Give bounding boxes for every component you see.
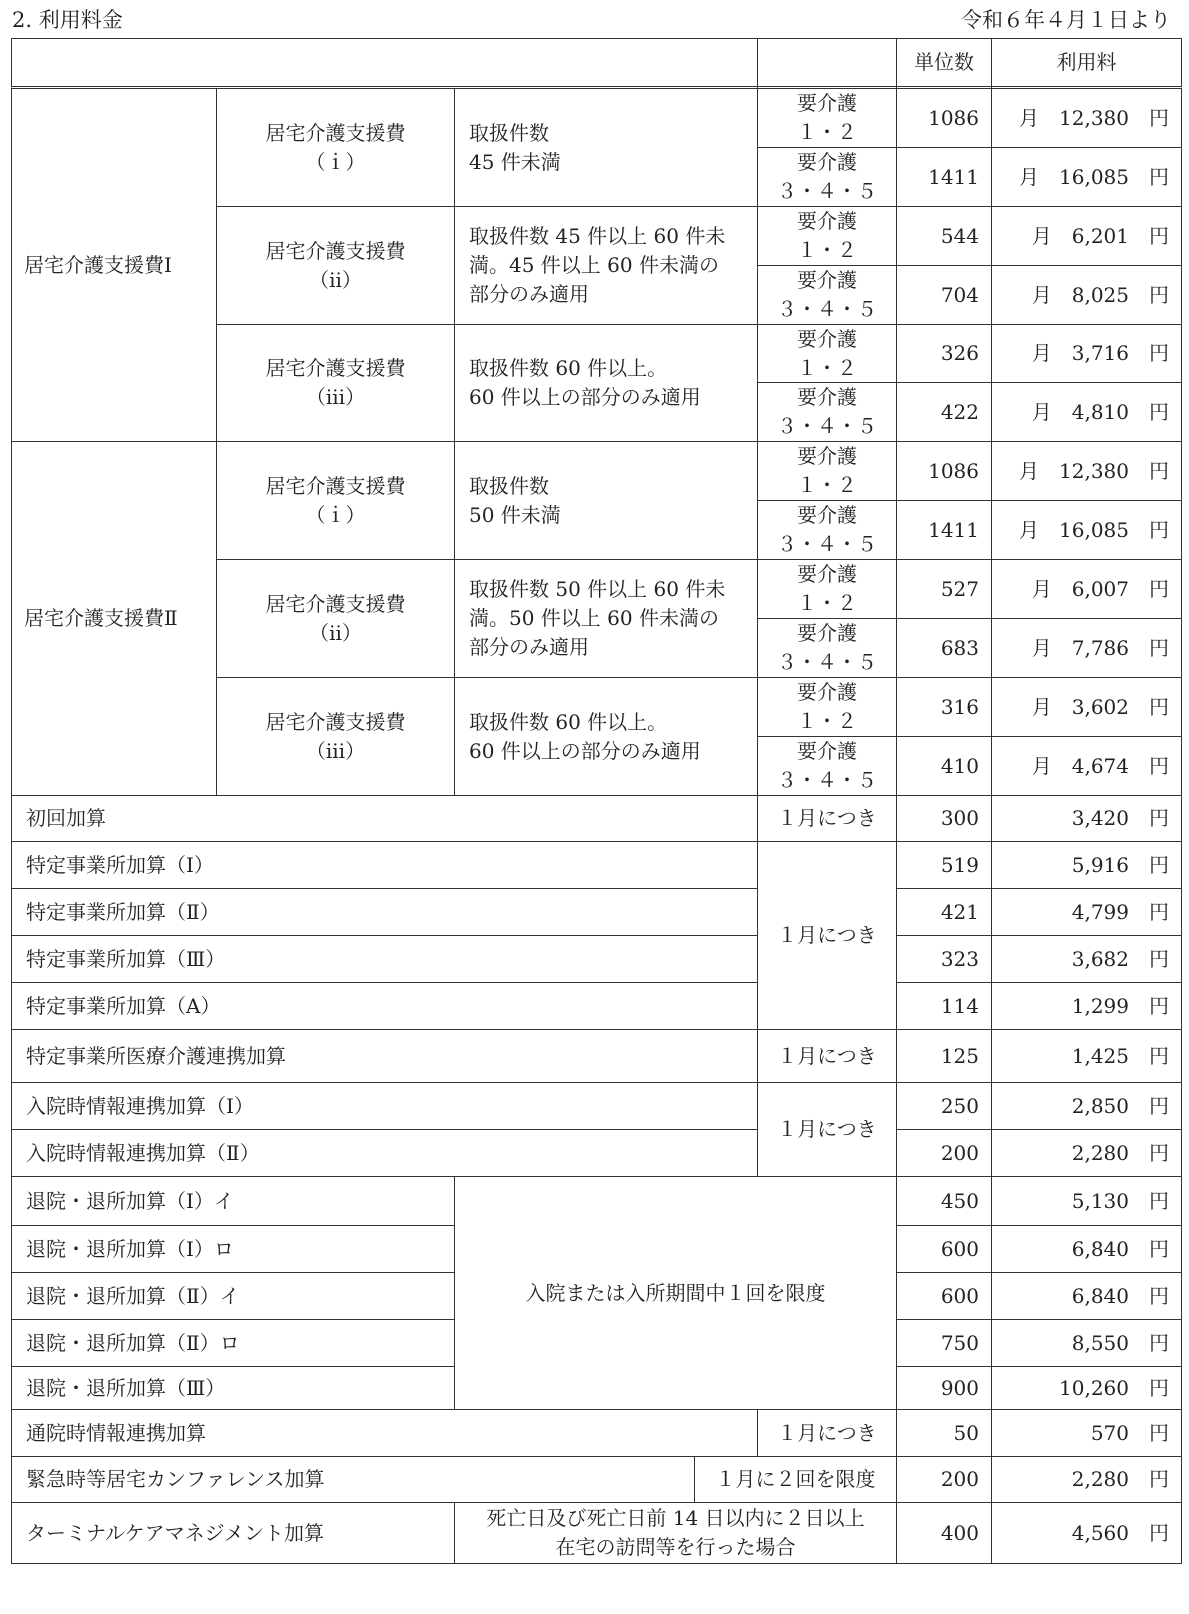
admission-addition-fee: 2,850 円 (991, 1082, 1182, 1130)
units-cell: 704 (896, 265, 992, 325)
condition-cell: 取扱件数 60 件以上。 60 件以上の部分のみ適用 (454, 677, 758, 796)
emergency-addition-name: 緊急時等居宅カンファレンス加算 (11, 1456, 695, 1503)
tokutei-addition-fee: 4,799 円 (991, 888, 1182, 936)
discharge-addition-name: 退院・退所加算（Ⅰ）ロ (11, 1225, 455, 1273)
units-cell: 683 (896, 618, 992, 678)
admission-addition-note: １月につき (757, 1082, 897, 1177)
terminal-addition-note: 死亡日及び死亡日前 14 日以内に２日以上 在宅の訪問等を行った場合 (454, 1502, 897, 1564)
subgroup-label-cell: 居宅介護支援費 （ｉ） (216, 88, 455, 207)
care-level-cell: 要介護 ３・４・５ (757, 382, 897, 442)
units-cell: 544 (896, 206, 992, 266)
condition-cell: 取扱件数 50 件以上 60 件未 満。50 件以上 60 件未満の 部分のみ適用 (454, 559, 758, 678)
subgroup-label-cell: 居宅介護支援費 （ｉ） (216, 441, 455, 560)
care-level-cell: 要介護 ３・４・５ (757, 265, 897, 325)
discharge-addition-fee: 5,130 円 (991, 1176, 1182, 1226)
emergency-addition-units: 200 (896, 1456, 992, 1503)
discharge-addition-name: 退院・退所加算（Ⅱ）イ (11, 1272, 455, 1320)
discharge-addition-units: 600 (896, 1225, 992, 1273)
header-fee: 利用料 (991, 38, 1182, 89)
fee-cell: 月 12,380 円 (991, 441, 1182, 501)
fee-cell: 月 4,810 円 (991, 382, 1182, 442)
discharge-addition-fee: 6,840 円 (991, 1225, 1182, 1273)
units-cell: 1411 (896, 500, 992, 560)
care-level-cell: 要介護 １・２ (757, 324, 897, 383)
tokutei-addition-name: 特定事業所加算（Ⅱ） (11, 888, 758, 936)
tokutei-addition-fee: 1,299 円 (991, 982, 1182, 1030)
discharge-addition-units: 750 (896, 1319, 992, 1367)
admission-addition-fee: 2,280 円 (991, 1129, 1182, 1177)
terminal-addition-name: ターミナルケアマネジメント加算 (11, 1502, 455, 1564)
discharge-addition-units: 450 (896, 1176, 992, 1226)
discharge-addition-name: 退院・退所加算（Ⅱ）ロ (11, 1319, 455, 1367)
subgroup-label-cell: 居宅介護支援費 （ⅲ） (216, 677, 455, 796)
outpatient-addition-note: １月につき (757, 1409, 897, 1457)
units-cell: 422 (896, 382, 992, 442)
tokutei-addition-name: 特定事業所加算（A） (11, 982, 758, 1030)
medical-addition-units: 125 (896, 1029, 992, 1083)
fee-cell: 月 16,085 円 (991, 500, 1182, 560)
care-level-cell: 要介護 １・２ (757, 441, 897, 501)
emergency-addition-note: １月に２回を限度 (694, 1456, 897, 1503)
initial-addition-units: 300 (896, 795, 992, 842)
header-blank-cell (11, 38, 758, 89)
care-level-cell: 要介護 １・２ (757, 559, 897, 619)
units-cell: 1086 (896, 441, 992, 501)
care-level-cell: 要介護 １・２ (757, 88, 897, 148)
units-cell: 410 (896, 736, 992, 796)
discharge-addition-units: 600 (896, 1272, 992, 1320)
care-level-cell: 要介護 ３・４・５ (757, 500, 897, 560)
discharge-addition-name: 退院・退所加算（Ⅰ）イ (11, 1176, 455, 1226)
group-name-cell: 居宅介護支援費Ⅱ (11, 441, 217, 796)
fee-cell: 月 8,025 円 (991, 265, 1182, 325)
tokutei-addition-note: １月につき (757, 841, 897, 1030)
tokutei-addition-fee: 3,682 円 (991, 935, 1182, 983)
emergency-addition-fee: 2,280 円 (991, 1456, 1182, 1503)
care-level-cell: 要介護 １・２ (757, 206, 897, 266)
care-level-cell: 要介護 ３・４・５ (757, 736, 897, 796)
subgroup-label-cell: 居宅介護支援費 （ⅱ） (216, 559, 455, 678)
outpatient-addition-fee: 570 円 (991, 1409, 1182, 1457)
terminal-addition-units: 400 (896, 1502, 992, 1564)
fee-cell: 月 16,085 円 (991, 147, 1182, 207)
condition-cell: 取扱件数 45 件以上 60 件未 満。45 件以上 60 件未満の 部分のみ適用 (454, 206, 758, 325)
medical-addition-note: １月につき (757, 1029, 897, 1083)
fee-cell: 月 3,716 円 (991, 324, 1182, 383)
subgroup-label-cell: 居宅介護支援費 （ⅲ） (216, 324, 455, 442)
tokutei-addition-units: 421 (896, 888, 992, 936)
condition-cell: 取扱件数 45 件未満 (454, 88, 758, 207)
units-cell: 1086 (896, 88, 992, 148)
medical-addition-name: 特定事業所医療介護連携加算 (11, 1029, 758, 1083)
care-level-cell: 要介護 １・２ (757, 677, 897, 737)
initial-addition-name: 初回加算 (11, 795, 758, 842)
tokutei-addition-name: 特定事業所加算（Ⅲ） (11, 935, 758, 983)
admission-addition-units: 250 (896, 1082, 992, 1130)
tokutei-addition-name: 特定事業所加算（Ⅰ） (11, 841, 758, 889)
admission-addition-units: 200 (896, 1129, 992, 1177)
initial-addition-fee: 3,420 円 (991, 795, 1182, 842)
admission-addition-name: 入院時情報連携加算（Ⅱ） (11, 1129, 758, 1177)
effective-date: 令和６年４月１日より (961, 8, 1171, 32)
outpatient-addition-units: 50 (896, 1409, 992, 1457)
outpatient-addition-name: 通院時情報連携加算 (11, 1409, 758, 1457)
units-cell: 527 (896, 559, 992, 619)
tokutei-addition-units: 114 (896, 982, 992, 1030)
tokutei-addition-fee: 5,916 円 (991, 841, 1182, 889)
tokutei-addition-units: 519 (896, 841, 992, 889)
units-cell: 316 (896, 677, 992, 737)
fee-cell: 月 4,674 円 (991, 736, 1182, 796)
units-cell: 326 (896, 324, 992, 383)
header-level-cell (757, 38, 897, 89)
discharge-addition-units: 900 (896, 1366, 992, 1410)
admission-addition-name: 入院時情報連携加算（Ⅰ） (11, 1082, 758, 1130)
care-level-cell: 要介護 ３・４・５ (757, 147, 897, 207)
fee-cell: 月 3,602 円 (991, 677, 1182, 737)
fee-table (11, 38, 1181, 1606)
initial-addition-note: １月につき (757, 795, 897, 842)
care-level-cell: 要介護 ３・４・５ (757, 618, 897, 678)
discharge-addition-name: 退院・退所加算（Ⅲ） (11, 1366, 455, 1410)
group-name-cell: 居宅介護支援費Ⅰ (11, 88, 217, 442)
subgroup-label-cell: 居宅介護支援費 （ⅱ） (216, 206, 455, 325)
discharge-addition-fee: 10,260 円 (991, 1366, 1182, 1410)
condition-cell: 取扱件数 50 件未満 (454, 441, 758, 560)
fee-cell: 月 7,786 円 (991, 618, 1182, 678)
medical-addition-fee: 1,425 円 (991, 1029, 1182, 1083)
fee-cell: 月 12,380 円 (991, 88, 1182, 148)
units-cell: 1411 (896, 147, 992, 207)
discharge-addition-note: 入院または入所期間中１回を限度 (454, 1176, 897, 1410)
section-title: 2. 利用料金 (12, 8, 123, 32)
fee-cell: 月 6,007 円 (991, 559, 1182, 619)
fee-cell: 月 6,201 円 (991, 206, 1182, 266)
terminal-addition-fee: 4,560 円 (991, 1502, 1182, 1564)
discharge-addition-fee: 8,550 円 (991, 1319, 1182, 1367)
discharge-addition-fee: 6,840 円 (991, 1272, 1182, 1320)
condition-cell: 取扱件数 60 件以上。 60 件以上の部分のみ適用 (454, 324, 758, 442)
header-units: 単位数 (896, 38, 992, 89)
tokutei-addition-units: 323 (896, 935, 992, 983)
